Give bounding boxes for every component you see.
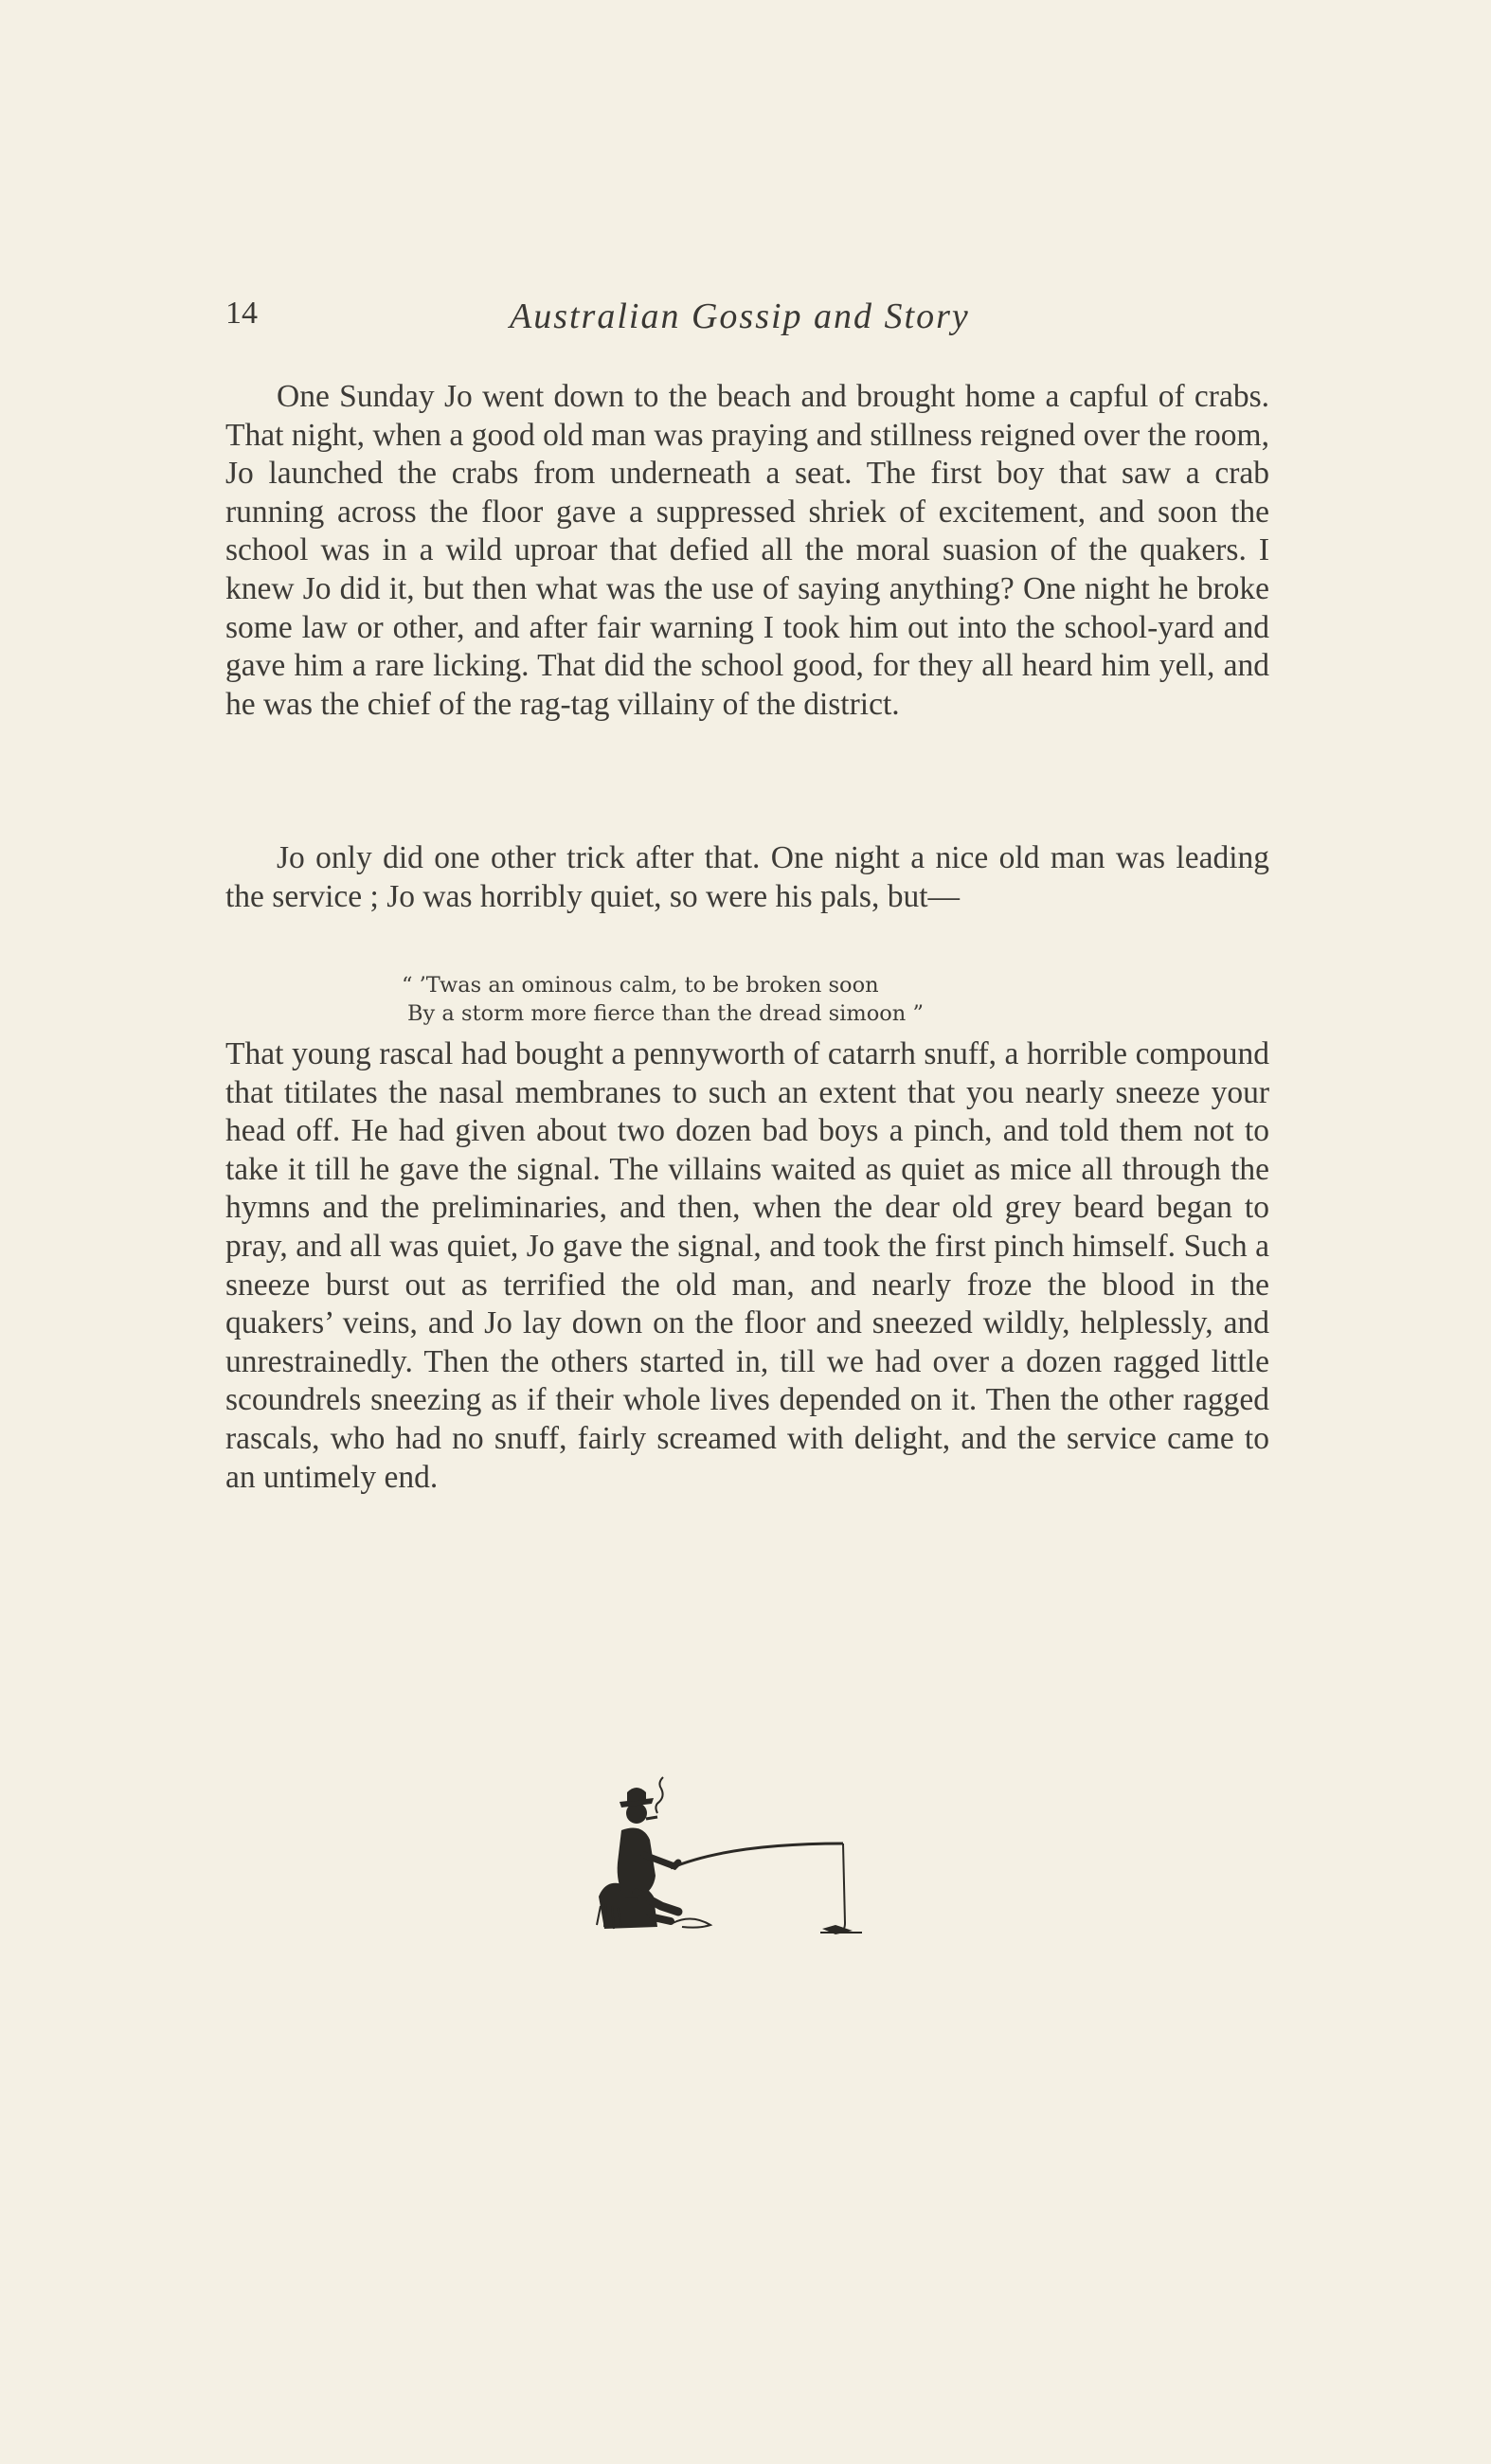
verse-line: “ ’Twas an ominous calm, to be broken soon xyxy=(402,973,879,998)
running-title: Australian Gossip and Story xyxy=(510,297,970,336)
paragraph-crabs: One Sunday Jo went down to the beach and brought home a capful of crabs. That night, when a good old man was praying and stillness reigned over the room, Jo launched the crabs from underneath a seat. The first boy that saw a crab running across the floor gave a suppressed shriek of excitement, and soon the school was in a wild uproar that defied all the moral suasion of the quakers. I knew Jo did it, but then what was the use of saying anything? One night he broke some law or other, and after fair warning I took him out into the school-yard and gave him a rare licking. That did the school good, for they all heard him yell, and he was the chief of the rag-tag villainy of the district. xyxy=(225,379,1269,722)
page-number: 14 xyxy=(225,296,258,331)
fisherman-vignette-icon xyxy=(587,1764,890,1944)
page-header xyxy=(225,296,1267,343)
paragraph-snuff: That young rascal had bought a pennyworth of catarrh snuff, a horrible compound that titilates the nasal membranes to such an extent that you nearly sneeze your head off. He had given about two dozen bad boys a pinch, and told them not to take it till he gave the signal. The villains waited as quiet as mice all through the hymns and the preliminaries, and then, when the dear old grey beard began to pray, and all was quiet, Jo gave the signal, and took the first pinch himself. Such a sneeze burst out as terrified the old man, and nearly froze the blood in the quakers’ veins, and Jo lay down on the floor and sneezed wildly, helplessly, and unrestrainedly. Then the others started in, till we had over a dozen ragged little scoundrels sneezing as if their whole lives depended on it. Then the other ragged rascals, who had no snuff, fairly screamed with delight, and the service came to an untimely end. xyxy=(225,1036,1269,1495)
paragraph-other-trick: Jo only did one other trick after that. One night a nice old man was leading the service ; Jo was horribly quiet, so were his pals, but— xyxy=(225,840,1269,914)
verse-line: By a storm more fierce than the dread simoon ” xyxy=(407,1001,924,1026)
verse-quote xyxy=(402,971,924,1028)
